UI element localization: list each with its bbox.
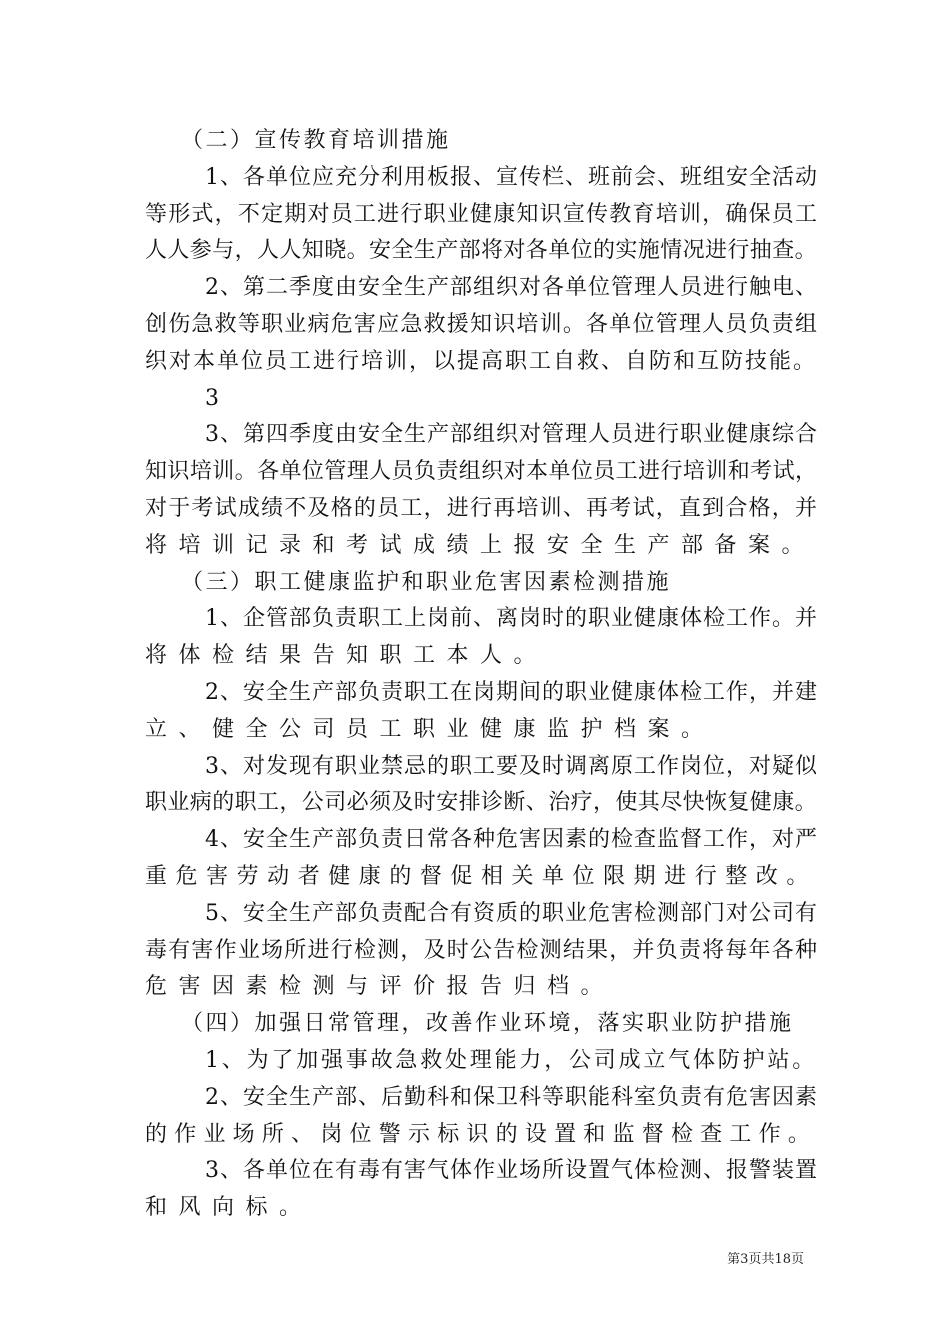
paragraph-line: 和风向标。 bbox=[145, 1195, 313, 1221]
paragraph-line: 1、为了加强事故急救处理能力，公司成立气体防护站。 bbox=[205, 1047, 817, 1073]
paragraph-line: 的作业场所、岗位警示标识的设置和监督检查工作。 bbox=[145, 1121, 818, 1147]
paragraph-line: 3 bbox=[205, 385, 239, 411]
paragraph-line: 1、各单位应充分利用板报、宣传栏、班前会、班组安全活动 bbox=[205, 164, 817, 190]
paragraph-line: 2、安全生产部、后勤科和保卫科等职能科室负责有危害因素 bbox=[205, 1084, 817, 1110]
paragraph-line: 2、安全生产部负责职工在岗期间的职业健康体检工作，并建 bbox=[205, 679, 817, 705]
paragraph-line: 职业病的职工，公司必须及时安排诊断、治疗，使其尽快恢复健康。 bbox=[145, 790, 818, 816]
page-number: 第3页共18页 bbox=[727, 1252, 804, 1267]
paragraph-line: 危害因素检测与评价报告归档。 bbox=[145, 974, 615, 1000]
paragraph-line: 将培训记录和考试成绩上报安全生产部备案。 bbox=[145, 532, 816, 558]
paragraph-line: 知识培训。各单位管理人员负责组织对本单位员工进行培训和考试， bbox=[145, 459, 817, 485]
section-heading: （四）加强日常管理，改善作业环境，落实职业防护措施 bbox=[181, 1011, 794, 1037]
paragraph-line: 1、企管部负责职工上岗前、离岗时的职业健康体检工作。并 bbox=[205, 606, 817, 632]
section-heading: （三）职工健康监护和职业危害因素检测措施 bbox=[181, 569, 672, 595]
paragraph-line: 3、各单位在有毒有害气体作业场所设置气体检测、报警装置 bbox=[205, 1158, 817, 1184]
paragraph-line: 重危害劳动者健康的督促相关单位限期进行整改。 bbox=[145, 863, 817, 889]
paragraph-line: 织对本单位员工进行培训，以提高职工自救、自防和互防技能。 bbox=[145, 348, 818, 374]
paragraph-line: 4、安全生产部负责日常各种危害因素的检查监督工作，对严 bbox=[205, 827, 817, 853]
paragraph-line: 创伤急救等职业病危害应急救援知识培训。各单位管理人员负责组 bbox=[145, 311, 817, 337]
paragraph-line: 对于考试成绩不及格的员工，进行再培训、再考试，直到合格，并 bbox=[145, 495, 817, 521]
paragraph-line: 5、安全生产部负责配合有资质的职业危害检测部门对公司有 bbox=[205, 900, 817, 926]
paragraph-line: 将体检结果告知职工本人。 bbox=[145, 643, 548, 669]
paragraph-line: 等形式，不定期对员工进行职业健康知识宣传教育培训，确保员工 bbox=[145, 201, 817, 227]
paragraph-line: 毒有害作业场所进行检测，及时公告检测结果，并负责将每年各种 bbox=[145, 937, 817, 963]
paragraph-line: 立、健全公司员工职业健康监护档案。 bbox=[145, 716, 715, 742]
paragraph-line: 2、第二季度由安全生产部组织对各单位管理人员进行触电、 bbox=[205, 275, 817, 301]
paragraph-line: 3、第四季度由安全生产部组织对管理人员进行职业健康综合 bbox=[205, 422, 817, 448]
paragraph-line: 3、对发现有职业禁忌的职工要及时调离原工作岗位，对疑似 bbox=[205, 753, 817, 779]
document-body bbox=[145, 123, 817, 1227]
section-heading: （二）宣传教育培训措施 bbox=[181, 128, 451, 153]
paragraph-line: 人人参与，人人知晓。安全生产部将对各单位的实施情况进行抽查。 bbox=[145, 238, 818, 264]
